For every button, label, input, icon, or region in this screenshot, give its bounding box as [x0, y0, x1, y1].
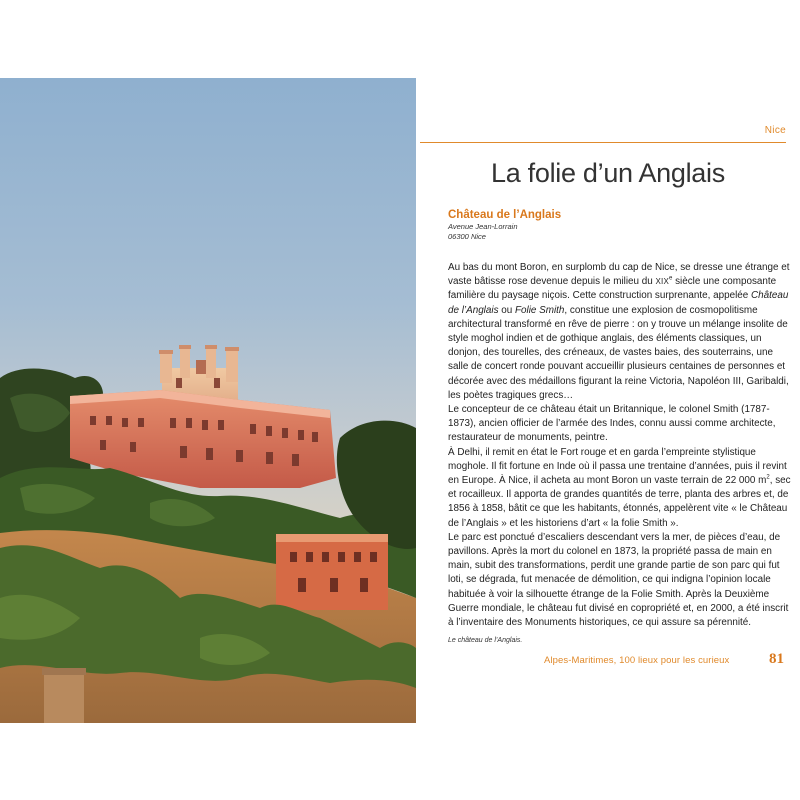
photo-caption: Le château de l’Anglais. — [448, 637, 523, 644]
paragraph-4: Le parc est ponctué d’escaliers descendant vers la mer, de pièces d’eau, de pavillons. Après la mort du colonel en 1873, la propriété passa de main en main, subit des transformations, perdit une grande partie de son parc qui fut loti, se dégrada, fut menacée de démolition, ce qui indigna l’opinion locale habituée à voir la silhouette étrange de la Folie Smith. Après la Deuxième Guerre mondiale, le château fut divisé en copropriété et, en 2000, a été inscrit à l’inventaire des Monuments historiques, ce qui assure sa pérennité. — [448, 531, 789, 629]
site-address: Avenue Jean-Lorrain — [448, 222, 518, 231]
p1-text-a: Au bas du mont Boron, en surplomb du cap de Nice, se dresse une étrange et vaste bâtisse rose devenue depuis le milieu du — [448, 262, 790, 288]
site-name: Château de l’Anglais — [448, 209, 562, 221]
castle-photo — [0, 78, 416, 723]
p1-century-sup: e — [669, 275, 673, 282]
footer-book-title: Alpes-Maritimes, 100 lieux pour les curieux — [544, 655, 730, 666]
text-page — [416, 78, 800, 723]
book-spread — [0, 78, 800, 723]
p3-text-a: À Delhi, il remit en état le Fort rouge et en garda l’empreinte stylistique moghole. Il fit fortune en Inde où il passa une trentaine d’années, puis il revint en Europe. À Nice, il acheta au mont Boron un vaste terrain de 22 000 m — [448, 446, 787, 487]
p3-sup: 2 — [766, 474, 770, 481]
article-body — [448, 261, 793, 630]
running-head-label: Nice — [764, 125, 786, 136]
paragraph-1 — [448, 261, 793, 403]
p1-text-d: , constitue une explosion de cosmopolitisme architectural transformé en rêve de pierre : on y trouve un mélange insolite de style moghol indien et de gothique anglais, des éléments classiques, un donjon, des tourelles, des créneaux, de vastes baies, des souterrains, une salle de concert ronde pouvant accueillir plusieurs centaines de personnes et décorée avec des médaillons figurant la reine Victoria, Napoléon III, Garibaldi, les poètes tragiques grecs… — [448, 304, 789, 401]
page-title: La folie d’un Anglais — [491, 158, 725, 188]
p1-text-b: siècle une composante familière du paysage niçois. Cette construction surprenante, appelée — [448, 276, 777, 302]
p1-italic-1: Château de l’Anglais — [448, 290, 789, 316]
paragraph-2: Le concepteur de ce château était un Britannique, le colonel Smith (1787-1873), ancien officier de l’armée des Indes, connu aussi comme architecte, restaurateur de monuments, peintre. — [448, 404, 776, 444]
page-number: 81 — [769, 651, 784, 667]
site-entry — [448, 208, 561, 242]
p1-text-c: ou — [498, 304, 515, 316]
p3-text-b: , sec et rocailleux. Il apporta de grandes quantités de terre, planta des arbres et, de 1856 à 1858, bâtit ce que les habitants, étonnés, appelèrent vite « le Château de l’Anglais » et les historiens d’art « la folie Smith ». — [448, 475, 791, 529]
site-city: 06300 Nice — [448, 232, 486, 241]
running-head — [420, 125, 786, 143]
paragraph-3 — [448, 446, 793, 531]
p1-century: XIX — [655, 277, 670, 287]
p1-italic-2: Folie Smith — [515, 304, 565, 316]
